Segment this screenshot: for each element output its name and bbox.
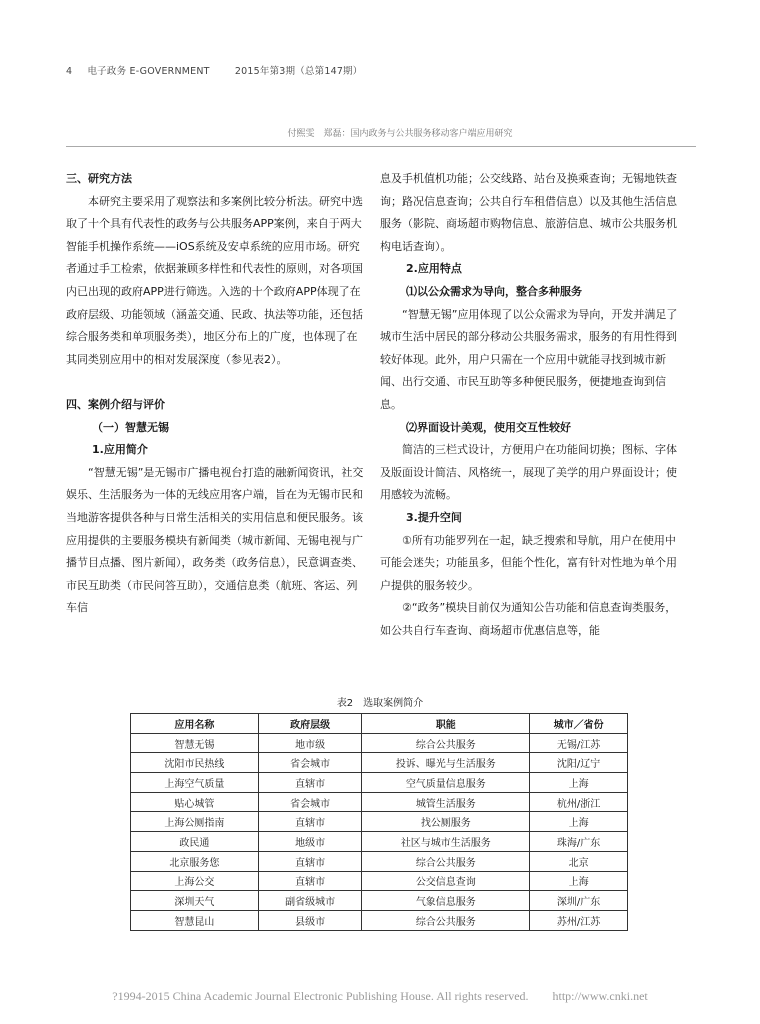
cell-function: 综合公共服务 <box>362 910 530 930</box>
feature-1-paragraph: “智慧无锡”应用体现了以公众需求为导向，开发并满足了城市生活中居民的部分移动公共服务需求，服务的有用性得到较好体现。此外，用户只需在一个应用中就能寻找到城市新闻、出行交通、市民互助等多种便民服务，便捷地查询到信息。 <box>380 307 678 411</box>
spacer <box>66 371 366 394</box>
cell-gov-level: 直辖市 <box>258 851 362 871</box>
cell-city-province: 深圳/广东 <box>530 891 628 911</box>
cell-city-province: 苏州/江苏 <box>530 910 628 930</box>
cell-city-province: 上海 <box>530 871 628 891</box>
subsection-1-title: 1.应用简介 <box>92 443 148 457</box>
page-number: 4 <box>66 66 73 77</box>
cell-function: 气象信息服务 <box>362 891 530 911</box>
subsection-3-title: 3.提升空间 <box>406 510 462 524</box>
section-3-title: 三、研究方法 <box>66 172 132 185</box>
cell-app-name: 上海公厕指南 <box>131 812 259 832</box>
cell-city-province: 珠海/广东 <box>530 832 628 852</box>
subsection-2-title: 2.应用特点 <box>406 262 462 276</box>
issue-info: 2015年第3期（总第147期） <box>234 66 363 77</box>
running-header <box>66 63 362 77</box>
cell-app-name: 沈阳市民热线 <box>131 753 259 773</box>
cell-function: 城管生活服务 <box>362 792 530 812</box>
cell-app-name: 贴心城管 <box>131 792 259 812</box>
header-gov-level: 政府层级 <box>258 714 362 734</box>
table-row <box>131 832 628 852</box>
cell-app-name: 北京服务您 <box>131 851 259 871</box>
cell-gov-level: 县级市 <box>258 910 362 930</box>
copyright-footer: ?1994-2015 China Academic Journal Electronic Publishing House. All rights reserved. http://www.cnki.net <box>112 989 648 1003</box>
cell-function: 找公厕服务 <box>362 812 530 832</box>
cell-city-province: 上海 <box>530 812 628 832</box>
cell-function: 综合公共服务 <box>362 851 530 871</box>
table-caption: 表2 选取案例简介 <box>336 698 424 709</box>
cell-city-province: 上海 <box>530 773 628 793</box>
table-row <box>131 851 628 871</box>
header-app-name: 应用名称 <box>131 714 259 734</box>
cell-gov-level: 直辖市 <box>258 773 362 793</box>
subsection-1-paragraph: “智慧无锡”是无锡市广播电视台打造的融新闻资讯，社交娱乐、生活服务为一体的无线应用客户端，旨在为无锡市民和当地游客提供各种与日常生活相关的实用信息和便民服务。该应用提供的主要服务模块有新闻类（城市新闻、无锡电视与广播节目点播、图片新闻），政务类（政务信息），民意调查类、市民互助类（市民问答互助），交通信息类（航班、客运、列车信 <box>66 465 364 615</box>
cell-gov-level: 省会城市 <box>258 753 362 773</box>
cell-city-province: 无锡/江苏 <box>530 733 628 753</box>
cell-app-name: 政民通 <box>131 832 259 852</box>
header-function: 职能 <box>362 714 530 734</box>
cell-function: 投诉、曝光与生活服务 <box>362 753 530 773</box>
cell-app-name: 深圳天气 <box>131 891 259 911</box>
table-header-row <box>131 714 628 734</box>
cell-gov-level: 地级市 <box>258 832 362 852</box>
header-city-province: 城市／省份 <box>530 714 628 734</box>
cell-app-name: 智慧无锡 <box>131 733 259 753</box>
right-column <box>380 168 680 642</box>
feature-1-title: ⑴以公众需求为导向，整合多种服务 <box>406 284 582 298</box>
table-row <box>131 891 628 911</box>
running-title: 付熙雯 郑磊：国内政务与公共服务移动客户端应用研究 <box>287 129 513 139</box>
table-row <box>131 812 628 832</box>
cell-gov-level: 副省级城市 <box>258 891 362 911</box>
cell-city-province: 北京 <box>530 851 628 871</box>
cell-app-name: 上海公交 <box>131 871 259 891</box>
cell-function: 空气质量信息服务 <box>362 773 530 793</box>
table-row <box>131 910 628 930</box>
feature-2-paragraph: 简洁的三栏式设计，方便用户在功能间切换；图标、字体及版面设计简洁、风格统一，展现了美学的用户界面设计；使用感较为流畅。 <box>380 443 677 502</box>
table-row <box>131 871 628 891</box>
table-row <box>131 753 628 773</box>
cell-function: 综合公共服务 <box>362 733 530 753</box>
cell-gov-level: 地市级 <box>258 733 362 753</box>
case-table-wrapper <box>130 713 628 931</box>
cell-function: 公交信息查询 <box>362 871 530 891</box>
cell-city-province: 沈阳/辽宁 <box>530 753 628 773</box>
cell-app-name: 上海空气质量 <box>131 773 259 793</box>
table-row <box>131 733 628 753</box>
section-3-paragraph: 本研究主要采用了观察法和多案例比较分析法。研究中选取了十个具有代表性的政务与公共服务APP案例，来自于两大智能手机操作系统——iOS系统及安卓系统的应用市场。研究者通过手工检索，依据兼顾多样性和代表性的原则，对各项国内已出现的政府APP进行筛选。入选的十个政府APP体现了在政府层级、功能领域（涵盖交通、民政、执法等功能，还包括综合服务类和单项服务类），地区分布上的广度，也体现了在其同类别应用中的相对发展深度（参见表2）。 <box>66 194 363 366</box>
section-4-title: 四、案例介绍与评价 <box>66 397 165 411</box>
continued-paragraph: 息及手机值机功能；公交线路、站台及换乘查询；无锡地铁查询；路况信息查询；公共自行车租借信息）以及其他生活信息服务（影院、商场超市购物信息、旅游信息、城市公共服务机构电话查询）。 <box>380 172 677 253</box>
table-row <box>131 792 628 812</box>
header-divider <box>66 146 696 147</box>
feature-2-title: ⑵界面设计美观，使用交互性较好 <box>406 420 571 434</box>
cell-gov-level: 直辖市 <box>258 812 362 832</box>
improvement-1-paragraph: ①所有功能罗列在一起，缺乏搜索和导航，用户在使用中可能会迷失；功能虽多，但能个性化，富有针对性地为单个用户提供的服务较少。 <box>380 533 677 592</box>
cell-function: 社区与城市生活服务 <box>362 832 530 852</box>
table-row <box>131 773 628 793</box>
cell-city-province: 杭州/浙江 <box>530 792 628 812</box>
cell-gov-level: 直辖市 <box>258 871 362 891</box>
case-table <box>130 713 628 931</box>
case-1-title: （一）智慧无锡 <box>92 420 169 434</box>
journal-name: 电子政务 E-GOVERNMENT <box>87 66 210 77</box>
cell-app-name: 智慧昆山 <box>131 910 259 930</box>
left-column <box>66 168 366 620</box>
cell-gov-level: 省会城市 <box>258 792 362 812</box>
improvement-2-paragraph: ②“政务”模块目前仅为通知公告功能和信息查询类服务，如公共自行车查询、商场超市优惠信息等，能 <box>380 601 677 637</box>
